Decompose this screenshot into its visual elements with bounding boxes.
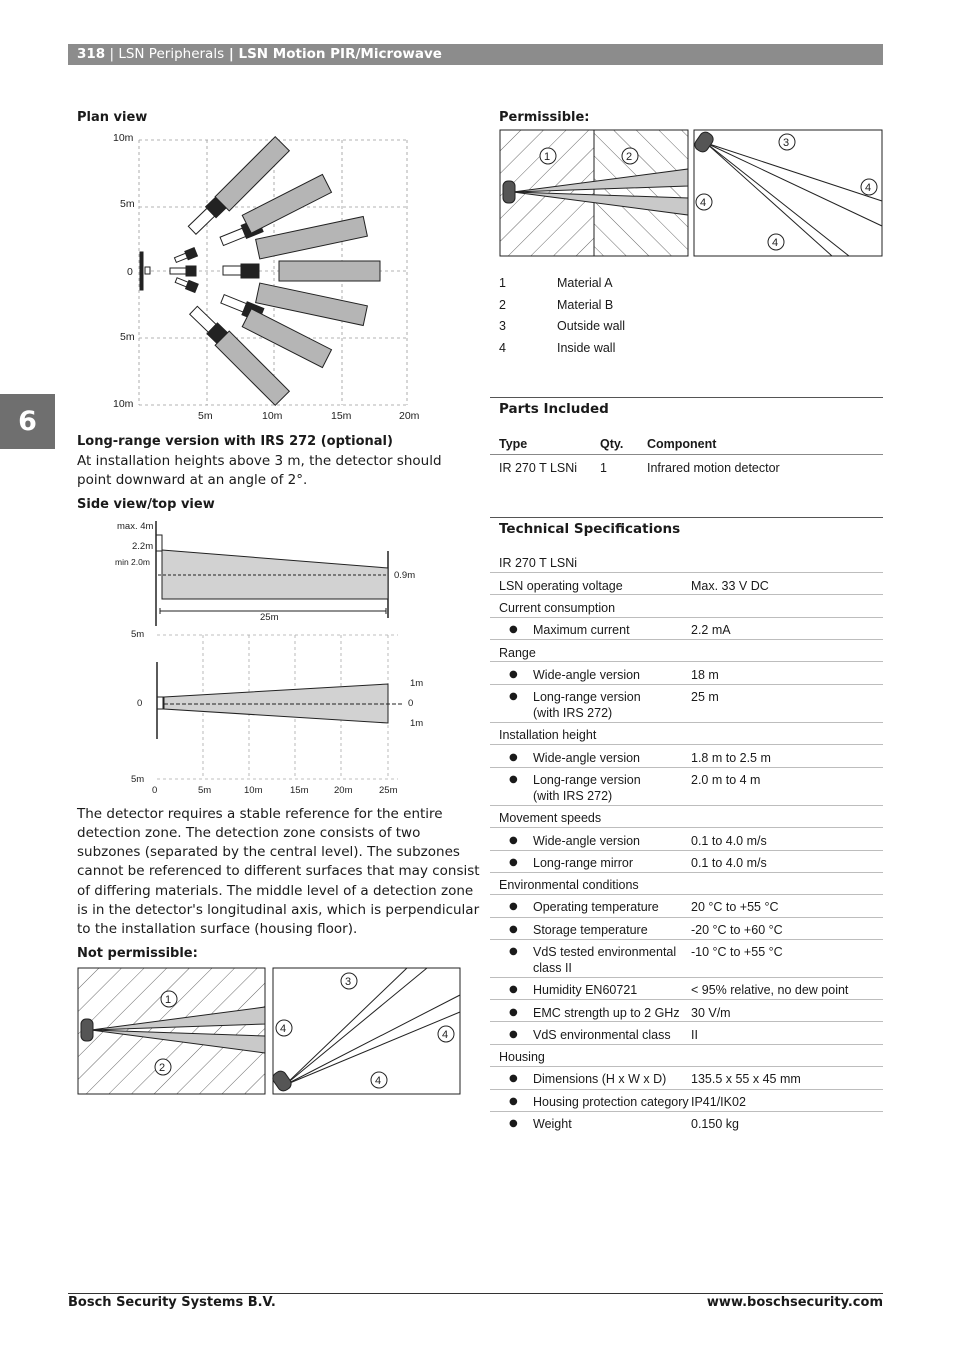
- parts-included-title: Parts Included: [499, 401, 609, 417]
- spec-label: Wide-angle version: [533, 834, 640, 848]
- top-y-label: 0: [137, 698, 143, 709]
- specs-model: IR 270 T LSNi: [499, 556, 578, 570]
- svg-text:4: 4: [700, 197, 707, 209]
- permissible-diagram: [499, 129, 884, 258]
- side-label-max: max. 4m: [117, 521, 154, 532]
- legend-label: Inside wall: [557, 341, 616, 355]
- svg-text:4: 4: [442, 1029, 449, 1041]
- bullet-icon: ●: [509, 1118, 518, 1129]
- plan-y-label: 10m: [113, 132, 134, 144]
- legend-number: 1: [499, 276, 506, 290]
- spec-label: Housing protection category: [533, 1095, 689, 1109]
- spec-label: Weight: [533, 1117, 572, 1131]
- chapter-tab: 6: [0, 394, 55, 449]
- bullet-icon: ●: [509, 624, 518, 635]
- svg-text:3: 3: [783, 137, 790, 149]
- svg-text:3: 3: [345, 976, 352, 988]
- plan-view-title: Plan view: [77, 110, 148, 125]
- spec-label: Humidity EN60721: [533, 983, 638, 997]
- body-line: is in the detector's longitudinal axis, which is perpendicular: [77, 902, 480, 918]
- spec-label: Wide-angle version: [533, 751, 640, 765]
- plan-y-label: 5m: [120, 331, 135, 343]
- part-component: Infrared motion detector: [647, 461, 780, 475]
- side-top-view-diagram: [108, 516, 428, 798]
- top-x-label: 15m: [290, 785, 309, 796]
- legend-number: 3: [499, 319, 506, 333]
- not-permissible-diagram: [77, 967, 462, 1095]
- svg-text:2: 2: [159, 1062, 166, 1074]
- top-right-label: 0: [408, 698, 414, 709]
- spec-value: IP41/IK02: [691, 1095, 746, 1109]
- top-y-label: 5m: [131, 774, 145, 785]
- footer-url[interactable]: www.boschsecurity.com: [706, 1295, 883, 1310]
- permissible-title: Permissible:: [499, 110, 590, 125]
- bullet-icon: ●: [509, 669, 518, 680]
- plan-x-label: 10m: [262, 410, 283, 422]
- spec-value: 1.8 m to 2.5 m: [691, 751, 771, 765]
- spec-label: EMC strength up to 2 GHz: [533, 1006, 680, 1020]
- bullet-icon: ●: [509, 752, 518, 763]
- plan-y-label: 10m: [113, 398, 134, 410]
- bullet-icon: ●: [509, 857, 518, 868]
- spec-label: Operating temperature: [533, 900, 659, 914]
- footer-company: Bosch Security Systems B.V.: [68, 1295, 276, 1310]
- long-range-text: At installation heights above 3 m, the detector should point downward at an angle of 2°.: [77, 453, 442, 489]
- svg-text:4: 4: [280, 1023, 287, 1035]
- spec-label: LSN operating voltage: [499, 579, 623, 593]
- spec-value: 0.150 kg: [691, 1117, 739, 1131]
- side-length-label: 25m: [260, 612, 279, 623]
- tech-specs-title: Technical Specifications: [499, 521, 681, 537]
- part-qty: 1: [600, 461, 607, 475]
- spec-group-label: Housing: [499, 1050, 545, 1064]
- detector-housing: [140, 252, 143, 290]
- bullet-icon: ●: [509, 691, 518, 702]
- parts-header-type: Type: [499, 437, 528, 451]
- spec-label: Storage temperature: [533, 923, 648, 937]
- spec-value: 135.5 x 55 x 45 mm: [691, 1072, 801, 1086]
- side-label-2-2m: 2.2m: [132, 541, 154, 552]
- svg-text:4: 4: [375, 1075, 382, 1087]
- spec-value: -20 °C to +60 °C: [691, 923, 783, 937]
- legend-number: 2: [499, 298, 506, 312]
- spec-value: 30 V/m: [691, 1006, 731, 1020]
- bullet-icon: ●: [509, 901, 518, 912]
- spec-value: < 95% relative, no dew point: [691, 983, 849, 997]
- body-line: subzones (separated by the central level). The subzones: [77, 844, 460, 860]
- bullet-icon: ●: [509, 1029, 518, 1040]
- spec-label: VdS tested environmental: [533, 945, 677, 959]
- long-range-heading: Long-range version with IRS 272 (optional): [77, 434, 393, 449]
- parts-header-component: Component: [647, 437, 717, 451]
- top-right-label: 1m: [410, 718, 424, 729]
- product-name: LSN Motion PIR/Microwave: [238, 46, 442, 62]
- legend-label: Material A: [557, 276, 613, 290]
- spec-label: Long-range version: [533, 690, 641, 704]
- legend-label: Outside wall: [557, 319, 626, 333]
- plan-y-label: 5m: [120, 198, 135, 210]
- top-right-label: 1m: [410, 678, 424, 689]
- spec-value: 0.1 to 4.0 m/s: [691, 856, 767, 870]
- spec-group-label: Environmental conditions: [499, 878, 639, 892]
- svg-text:4: 4: [772, 237, 779, 249]
- page-number: 318: [77, 46, 106, 62]
- side-label-min: min 2.0m: [115, 557, 150, 567]
- not-permissible-title: Not permissible:: [77, 946, 198, 961]
- plan-y-label: 0: [127, 266, 133, 278]
- body-line: of differing materials. The middle level of a detection zone: [77, 883, 474, 899]
- top-y-label: 5m: [131, 629, 145, 640]
- bullet-icon: ●: [509, 835, 518, 846]
- bullet-icon: ●: [509, 1073, 518, 1084]
- legend-number: 4: [499, 341, 506, 355]
- spec-label-line2: (with IRS 272): [533, 706, 613, 720]
- plan-view-diagram: [110, 130, 430, 425]
- page-header: 318 | LSN Peripherals | LSN Motion PIR/Microwave: [68, 44, 883, 65]
- svg-text:1: 1: [544, 151, 551, 163]
- bullet-icon: ●: [509, 774, 518, 785]
- section-name: LSN Peripherals: [118, 46, 225, 62]
- spec-label-line2: (with IRS 272): [533, 789, 613, 803]
- part-type: IR 270 T LSNi: [499, 461, 578, 475]
- spec-label: Long-range version: [533, 773, 641, 787]
- bullet-icon: ●: [509, 1096, 518, 1107]
- svg-text:1: 1: [165, 994, 172, 1006]
- top-x-label: 0: [152, 785, 158, 796]
- svg-text:2: 2: [626, 151, 633, 163]
- spec-group-label: Movement speeds: [499, 811, 602, 825]
- spec-value: 2.2 mA: [691, 623, 731, 637]
- spec-value: 0.1 to 4.0 m/s: [691, 834, 767, 848]
- spec-group-label: Range: [499, 646, 536, 660]
- plan-x-label: 15m: [331, 410, 352, 422]
- bullet-icon: ●: [509, 984, 518, 995]
- spec-value: 25 m: [691, 690, 719, 704]
- bullet-icon: ●: [509, 924, 518, 935]
- footer-divider: [68, 1293, 883, 1294]
- spec-label-line2: class II: [533, 961, 572, 975]
- side-view-title: Side view/top view: [77, 497, 215, 512]
- top-x-label: 10m: [244, 785, 263, 796]
- spec-label: VdS environmental class: [533, 1028, 671, 1042]
- svg-text:4: 4: [865, 182, 872, 194]
- spec-group-label: Installation height: [499, 728, 597, 742]
- spec-value: -10 °C to +55 °C: [691, 945, 783, 959]
- spec-label: Wide-angle version: [533, 668, 640, 682]
- divider: [490, 517, 883, 518]
- bullet-icon: ●: [509, 946, 518, 957]
- divider: [490, 397, 883, 398]
- legend-label: Material B: [557, 298, 614, 312]
- spec-label: Maximum current: [533, 623, 630, 637]
- top-x-label: 25m: [379, 785, 398, 796]
- body-line: detection zone. The detection zone consists of two: [77, 825, 421, 841]
- spec-label: Dimensions (H x W x D): [533, 1072, 667, 1086]
- body-line: The detector requires a stable reference for the entire: [77, 806, 443, 822]
- spec-value: 18 m: [691, 668, 719, 682]
- plan-x-label: 20m: [399, 410, 420, 422]
- spec-label: Long-range mirror: [533, 856, 634, 870]
- spec-value: 2.0 m to 4 m: [691, 773, 761, 787]
- body-line: to the installation surface (housing floor).: [77, 921, 358, 937]
- plan-x-label: 5m: [198, 410, 213, 422]
- top-x-label: 20m: [334, 785, 353, 796]
- top-x-label: 5m: [198, 785, 212, 796]
- parts-header-qty: Qty.: [600, 437, 624, 451]
- bullet-icon: ●: [509, 1007, 518, 1018]
- spec-value: 20 °C to +55 °C: [691, 900, 779, 914]
- spec-value: II: [691, 1028, 698, 1042]
- spec-group-label: Current consumption: [499, 601, 616, 615]
- spec-value: Max. 33 V DC: [691, 579, 769, 593]
- side-label-0-9m: 0.9m: [394, 570, 416, 581]
- body-line: cannot be referenced to different surfaces that may consist: [77, 863, 480, 879]
